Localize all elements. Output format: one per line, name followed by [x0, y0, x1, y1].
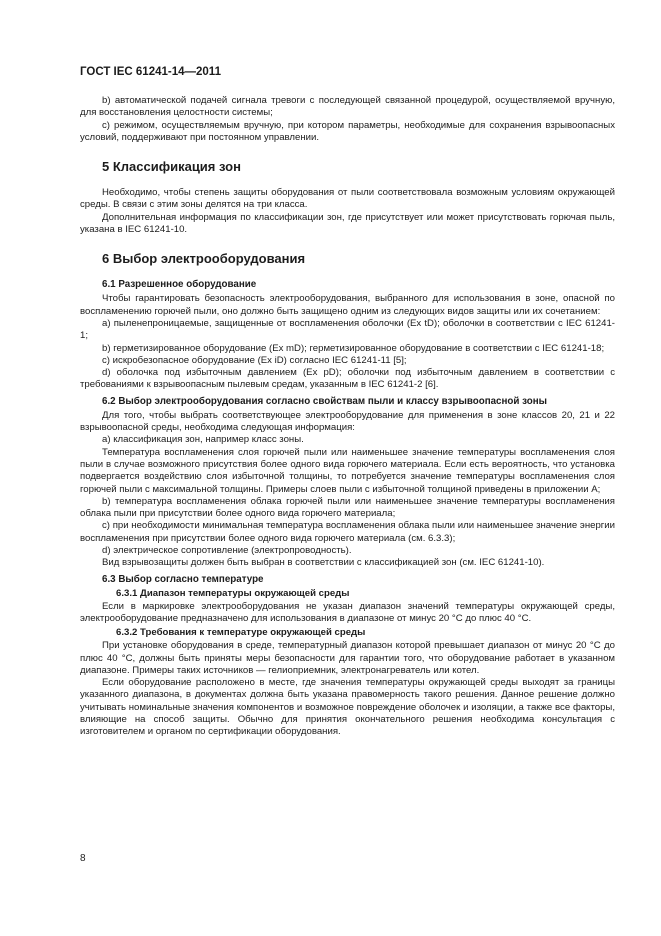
list-item: b) температура воспламенения облака горючей пыли или наименьшее значение температуры воспламенения облака пыли при присутствии более одного вида горючего материала;: [80, 495, 615, 520]
section-6-3-2-title: 6.3.2 Требования к температуре окружающей среды: [116, 627, 366, 639]
paragraph: Вид взрывозащиты должен быть выбран в соответствии с классификацией зон (см. IEC 61241-10).: [102, 557, 545, 569]
paragraph: c) режимом, осуществляемым вручную, при котором параметры, необходимые для сохранения взрывоопасных условий, поддерживают при постоянном управлении.: [80, 119, 615, 143]
page-body: [80, 66, 615, 739]
paragraph: Чтобы гарантировать безопасность электрооборудования, выбранного для использования в зоне, опасной по воспламенению горючей пыли, оно должно быть защищено одним из следующих видов защиты или их сочетанием:: [80, 293, 615, 317]
section-6-3-1-title: 6.3.1 Диапазон температуры окружающей среды: [116, 587, 350, 599]
list-item: d) электрическое сопротивление (электропроводность).: [102, 545, 352, 557]
paragraph: Дополнительная информация по классификации зон, где присутствует или может присутствовать горючая пыль, указана в IEC 61241-10.: [80, 211, 615, 236]
list-item: a) пыленепроницаемые, защищенные от воспламенения оболочки (Ex tD); оболочки в соответствии с IEC 61241-1;: [80, 317, 615, 342]
section-6-3-title: 6.3 Выбор согласно температуре: [102, 573, 264, 585]
paragraph: Если оборудование расположено в месте, где значения температуры окружающей среды выходят за границы указанного диапазона, в документах должна быть указана правомерность такого решения. Данное решение должно учитывать номинальные значения компонентов и возможное повреждение оболочек и изоляции, а также все факторы, влияющие на способ защиты. Обычно для принятия окончательного решения необходима консультация с изготовителем и органом по сертификации оборудования.: [80, 677, 615, 738]
section-6-1-title: 6.1 Разрешенное оборудование: [102, 279, 257, 291]
paragraph: Температура воспламенения слоя горючей пыли или наименьшее значение температуры воспламенения слоя пыли в случае возможного присутствия более одного вида горючего материала. Если есть вероятность, что установка подвергается воздействию слоя избыточной толщины, то потребуется значение температуры воспламенения слоя горючей пыли с максимальной толщины. Примеры слоев пыли с избыточной толщиной приведены в приложении A;: [80, 446, 615, 495]
section-5-title: 5 Классификация зон: [102, 159, 241, 175]
paragraph: Если в маркировке электрооборудования не указан диапазон значений температуры окружающей среды, электрооборудование предназначено для использования в диапазоне от минус 20 °C до плюс 40 °C.: [80, 600, 615, 624]
section-6-2-title: 6.2 Выбор электрооборудования согласно свойствам пыли и классу взрывоопасной зоны: [102, 395, 548, 407]
section-6-title: 6 Выбор электрооборудования: [102, 251, 306, 267]
document-header: ГОСТ IEC 61241-14—2011: [80, 66, 221, 78]
list-item: c) при необходимости минимальная температура воспламенения облака пыли или наименьшее значение энергии воспламенения при присутствии более одного вида горючего материала (см. 6.3.3);: [80, 520, 615, 544]
page-number: 8: [80, 853, 86, 864]
list-item: a) классификация зон, например класс зоны.: [102, 434, 304, 446]
list-item: b) герметизированное оборудование (Ex mD); герметизированное оборудование в соответствии с IEC 61241-18;: [102, 342, 605, 354]
list-item: c) искробезопасное оборудование (Ex iD) согласно IEC 61241-11 [5];: [102, 354, 407, 366]
paragraph: b) автоматической подачей сигнала тревоги с последующей связанной процедурой, осуществляемой вручную, для восстановления целостности системы;: [80, 95, 615, 119]
paragraph: Необходимо, чтобы степень защиты оборудования от пыли соответствовала возможным условиям окружающей среды. В связи с этим зоны делятся на три класса.: [80, 187, 615, 211]
paragraph: При установке оборудования в среде, температурный диапазон которой превышает диапазон от минус 20 °C до плюс 40 °C, должны быть приняты меры безопасности для гарантии того, что оборудование работает в указанном диапазоне. Примеры таких источников — гелиоприемник, электронагреватель или котел.: [80, 640, 615, 676]
paragraph: Для того, чтобы выбрать соответствующее электрооборудование для применения в зоне классов 20, 21 и 22 взрывоопасной среды, необходима следующая информация:: [80, 409, 615, 434]
list-item: d) оболочка под избыточным давлением (Ex pD); оболочки под избыточным давлением в соответствии с требованиями к взрывоопасным пылевым средам, указанным в IEC 61241-2 [6].: [80, 367, 615, 391]
